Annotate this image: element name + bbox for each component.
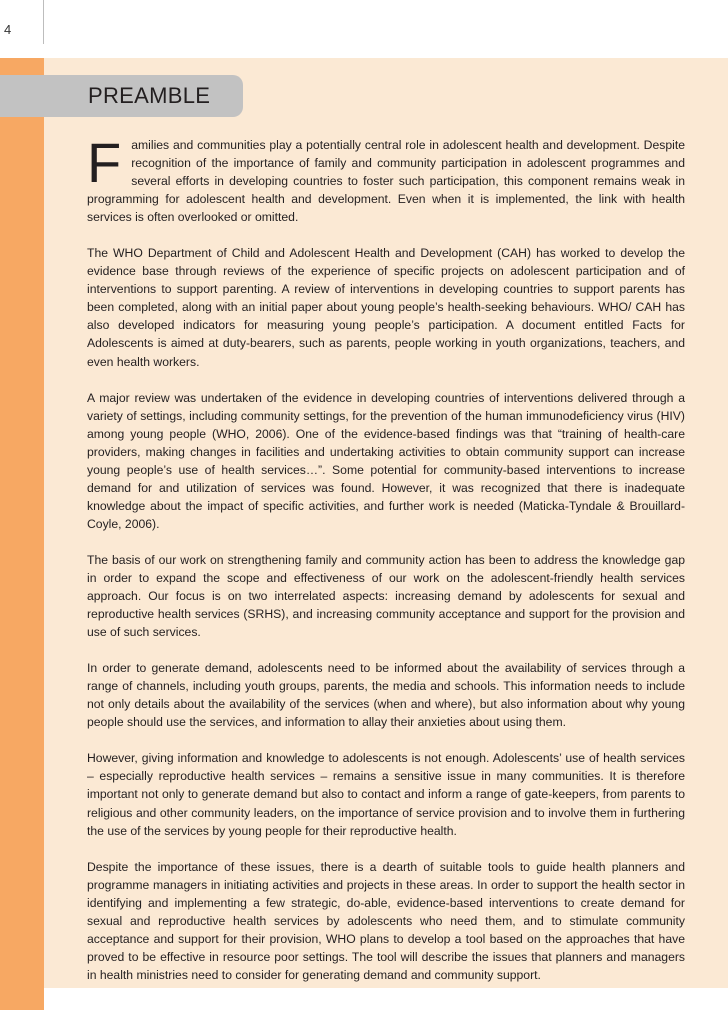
- paragraph-3: A major review was undertaken of the evidence in developing countries of interventions delivered through a variety of settings, including community settings, for the prevention of the human immunodeficiency virus (HIV) among young people (WHO, 2006). One of the evidence-based findings was that “training of health-care providers, making changes in facilities and undertaking activities to obtain community support can increase young people’s use of health services…”. Some potential for community-based interventions to increase demand for and utilization of services was found. However, it was recognized that there is inadequate knowledge about the impact of specific activities, and further work is needed (Maticka-Tyndale & Brouillard-Coyle, 2006).: [87, 390, 685, 531]
- paragraph-1-text: amilies and communities play a potentially central role in adolescent health and development. Despite recognition of the importance of family and community participation in adolescent programmes and several efforts in developing countries to foster such participation, this component remains weak in programming for adolescent health and development. Even when it is implemented, the link with health services is often overlooked or omitted.: [87, 138, 685, 225]
- section-title: PREAMBLE: [88, 83, 211, 108]
- page-number: 4: [4, 22, 12, 37]
- side-color-strip: [0, 58, 44, 1010]
- paragraph-7: Despite the importance of these issues, there is a dearth of suitable tools to guide health planners and programme managers in initiating activities and projects in these areas. In order to support the health sector in identifying and implementing a few strategic, do-able, evidence-based interventions to create demand for sexual and reproductive health services by adolescents who need them, and to stimulate community acceptance and support for their provision, WHO plans to develop a tool based on the approaches that have proved to be effective in resource poor settings. The tool will describe the issues that planners and managers in health ministries need to consider for generating demand and community support.: [87, 859, 685, 982]
- paragraph-2: The WHO Department of Child and Adolescent Health and Development (CAH) has worked to develop the evidence base through reviews of the experience of specific projects on adolescent participation and of interventions to support parenting. A review of interventions in developing countries to support parents has been completed, along with an initial paper about young people’s health-seeking behaviours. WHO/ CAH has also developed indicators for measuring young people’s participation. A document entitled Facts for Adolescents is aimed at duty-bearers, such as parents, people working in youth organizations, teachers, and even health workers.: [87, 246, 685, 369]
- drop-cap: F: [87, 131, 122, 194]
- paragraph-4: The basis of our work on strengthening family and community action has been to address the knowledge gap in order to expand the scope and effectiveness of our work on the adolescent-friendly health services approach. Our focus is on two interrelated aspects: increasing demand by adolescents for sexual and reproductive health services (SRHS), and increasing community acceptance and support for the provision and use of such services.: [87, 552, 685, 640]
- paragraph-5: In order to generate demand, adolescents need to be informed about the availability of services through a range of channels, including youth groups, parents, the media and schools. This information needs to include not only details about the availability of the services (when and where), but also information about why young people should use the services, and information to allay their anxieties about using them.: [87, 661, 685, 730]
- paragraph-6: However, giving information and knowledge to adolescents is not enough. Adolescents’ use of health services – especially reproductive health services – remains a sensitive issue in many communities. It is therefore important not only to generate demand but also to contact and inform a range of gate-keepers, from parents to religious and other community leaders, on the importance of service provision and to involve them in furthering the use of the services by young people for their reproductive health.: [87, 751, 685, 838]
- top-divider: [43, 0, 44, 44]
- body-text: [87, 131, 685, 1002]
- paragraph-1: [87, 131, 685, 226]
